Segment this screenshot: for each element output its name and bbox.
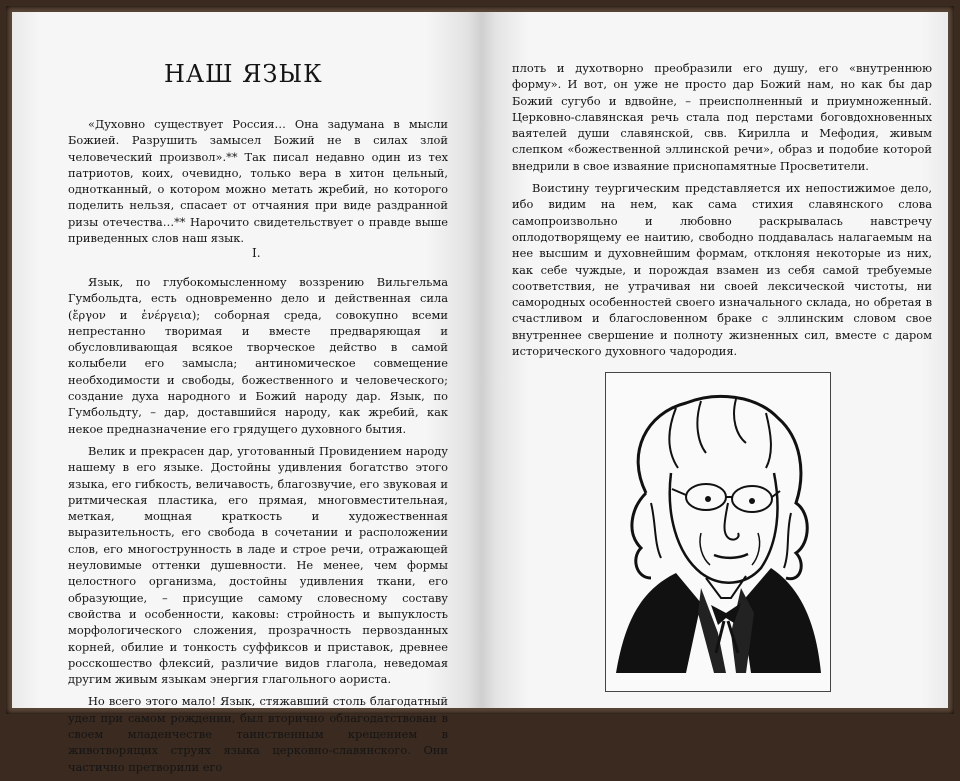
portrait-sketch-icon [606, 373, 830, 691]
intro-text: «Духовно существует Россия… Она задумана в мысли Божией. Разрушить замысел Божий не в силах злой человеческий произвол».** Так писал недавно один из тех патриотов, коих, очевидно, только вера в хитон цельный, однотканный, о котором можно метать жребий, но которого поделить нельзя, спасает от отчаяния при виде раздранной ризы отечества…** Нарочито свидетельствует о правде выше приведенных слов наш язык. [68, 117, 448, 246]
right-body-text [512, 60, 932, 365]
page-title: НАШ ЯЗЫК [164, 60, 323, 88]
right-page [482, 12, 948, 708]
left-page [12, 12, 482, 774]
continued-paragraph: плоть и духотворно преобразили его душу, его «внутреннюю форму». И вот, он уже не просто дар Божий нам, но как бы дар Божий сугубо и вдвойне, – преисполненный и приумноженный. Церковно-славянская речь стала под перстами боговдохновенных ваятелей души славянской, свв. Кирилла и Мефодия, живым слепком «божественной эллинской речи», образ и подобие которой внедрили в свое изваяние приснопамятные Просветители. [512, 61, 932, 173]
open-book [6, 6, 954, 774]
intro-paragraph [68, 116, 448, 252]
section-number: I. [252, 246, 261, 260]
left-body-text [68, 274, 448, 781]
paragraph: Воистину теургическим представляется их непостижимое дело, ибо видим на нем, как сама стихия славянского слова самопроизвольно и любовно раскрывалась навстречу оплодотворящему ее наитию, свободно поддавалась налагаемым на нее высшим и духовнейшим формам, отклоняя некоторые из них, как себе чуждые, и порождая взамен из себя самой требуемые соответствия, не утрачивая ни своей лексической чистоты, ни самородных особенностей своего изначального склада, но обретая в счастливом и благословенном браке с эллинским словом свое внутреннее свершение и полноту жизненных сил, вместе с даром исторического духовного чадородия. [512, 181, 932, 359]
paragraph: Язык, по глубокомысленному воззрению Вильгельма Гумбольдта, есть одновременно дело и действенная сила (ἔργον и ἐνέργεια); соборная среда, совокупно всеми непрестанно творимая и вместе предваряющая и обусловливающая всякое творческое действо в самой колыбели его замысла; антиномическое совмещение необходимости и свободы, божественного и человеческого; создание духа народного и Божий народу дар. Язык, по Гумбольдту, – дар, доставшийся народу, как жребий, как некое предназначение его грядущего духовного бытия. [68, 275, 448, 436]
paragraph: Велик и прекрасен дар, уготованный Провидением народу нашему в его языке. Достойны удивления богатство этого языка, его гибкость, величавость, благозвучие, его звуковая и ритмическая пластика, его прямая, многовместительная, меткая, мощная краткость и художественная выразительность, его свобода в сочетании и расположении слов, его многострунность в ладе и строе речи, отражающей неуловимые оттенки душевности. Не менее, чем формы целостного организма, достойны удивления ткани, его образующие, – присущие самому словесному составу свойства и особенности, каковы: стройность и выпуклость морфологического сложения, прозрачность первозданных корней, обилие и тонкость суффиксов и приставок, древнее росскошество флексий, различие видов глагола, неведомая другим живым языкам энергия глагольного аориста. [68, 443, 448, 687]
paragraph: Но всего этого мало! Язык, стяжавший столь благодатный удел при самом рождении, был вторично облагодатствован в своем младенчестве таинственным крещением в животворящих струях языка церковно-славянского. Они частично претворили его [68, 694, 448, 774]
portrait-illustration [605, 372, 831, 692]
